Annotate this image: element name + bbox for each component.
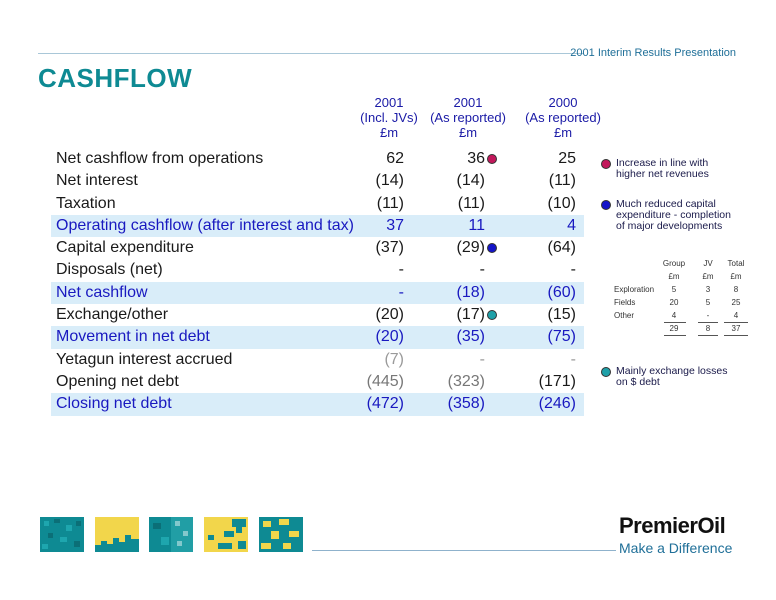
pattern-tile: [204, 517, 248, 552]
row-value-2001-as-reported: (14): [456, 172, 485, 190]
table-row-highlighted: [51, 215, 584, 237]
row-value-2001-incl-jvs: (472): [366, 395, 404, 413]
row-label: Net cashflow from operations: [56, 150, 264, 167]
row-label: Taxation: [56, 194, 116, 212]
subtable-unit: £m: [702, 272, 714, 281]
row-value-2001-incl-jvs: -: [398, 261, 404, 279]
row-label: Yetagun interest accrued: [56, 350, 233, 368]
subtable-header-total: Total: [727, 259, 745, 268]
row-value-2001-as-reported: 11: [468, 216, 485, 234]
subtable-total: 8: [705, 324, 711, 333]
subtable-unit: £m: [730, 272, 742, 281]
row-label: Net interest: [56, 172, 138, 190]
note-exchange: [601, 366, 751, 388]
row-value-2001-as-reported: (17): [456, 306, 485, 324]
pixel-pattern-icon: [259, 517, 303, 552]
column-header-2001-incl-jvs: [344, 95, 434, 140]
table-row: [51, 259, 584, 281]
table-row-highlighted: [51, 393, 584, 415]
row-label: Exchange/other: [56, 306, 169, 324]
subtable-cell: 5: [705, 298, 711, 307]
subtable-cell: 4: [671, 311, 677, 320]
row-value-2001-as-reported: 36: [467, 150, 485, 167]
row-value-2000: (11): [548, 172, 576, 190]
row-value-2001-as-reported: (29): [456, 239, 485, 257]
row-value-2001-incl-jvs: (20): [375, 306, 404, 324]
column-basis: (Incl. JVs): [360, 110, 418, 125]
row-value-2001-incl-jvs: 37: [386, 216, 404, 234]
pattern-tile: [40, 517, 84, 552]
total-rule: [724, 335, 748, 336]
pattern-tile: [259, 517, 303, 552]
subtable-row-label: Fields: [614, 298, 636, 307]
subtable-total-row: [612, 323, 750, 336]
row-value-2001-as-reported: -: [479, 350, 485, 368]
column-year: 2001: [453, 95, 483, 110]
note-marker-dot: [487, 310, 497, 320]
row-value-2001-as-reported: (11): [457, 194, 485, 212]
table-row: [51, 170, 584, 192]
subtable-cell: -: [706, 311, 710, 320]
table-row: [51, 193, 584, 215]
subtable-unit-row: [612, 271, 750, 284]
header-rule: [38, 53, 584, 54]
row-value-2000: (60): [547, 283, 576, 301]
pixel-pattern-icon: [40, 517, 84, 552]
column-unit: £m: [553, 125, 573, 140]
subtable-cell: 5: [671, 285, 677, 294]
row-value-2001-incl-jvs: (37): [375, 239, 404, 257]
pattern-tile: [95, 517, 139, 552]
subtable-header-jv: JV: [703, 259, 713, 268]
row-value-2001-as-reported: -: [479, 261, 485, 279]
row-value-2000: (246): [538, 395, 576, 413]
row-value-2001-incl-jvs: (11): [376, 194, 404, 212]
column-basis: (As reported): [525, 110, 601, 125]
row-value-2001-incl-jvs: 62: [386, 150, 404, 167]
row-value-2000: -: [570, 350, 576, 368]
table-row-highlighted: [51, 282, 584, 304]
presentation-title: 2001 Interim Results Presentation: [570, 47, 736, 59]
row-value-2001-incl-jvs: (20): [375, 328, 404, 346]
subtable-cell: 20: [669, 298, 679, 307]
note-marker-dot: [487, 154, 497, 164]
subtable-total: 37: [731, 324, 741, 333]
note-capex: [601, 199, 751, 232]
row-label: Disposals (net): [56, 261, 163, 279]
pixel-pattern-icon: [149, 517, 193, 552]
total-rule: [698, 335, 718, 336]
column-header-2000-as-reported: [518, 95, 608, 140]
pixel-pattern-icon: [95, 517, 139, 552]
note-text: Mainly exchange losses on $ debt: [616, 365, 728, 388]
note-text: Much reduced capital expenditure - completion of major developments: [616, 198, 731, 232]
pattern-tile: [149, 517, 193, 552]
subtable-header-row: [612, 258, 750, 271]
subtable-row: [612, 310, 750, 323]
subtable-cell: 25: [731, 298, 741, 307]
row-value-2000: 25: [558, 150, 576, 167]
subtable-cell: 4: [733, 311, 739, 320]
row-value-2001-as-reported: (35): [456, 328, 485, 346]
row-value-2001-incl-jvs: (14): [375, 172, 404, 190]
row-value-2000: (15): [547, 306, 576, 324]
bullet-dot-icon: [601, 159, 611, 169]
table-row: [51, 237, 584, 259]
row-value-2001-as-reported: (358): [447, 395, 485, 413]
row-value-2001-incl-jvs: -: [398, 283, 404, 301]
column-unit: £m: [458, 125, 478, 140]
subtable-row: [612, 297, 750, 310]
table-row: [51, 304, 584, 326]
note-revenue: [601, 158, 751, 180]
row-label: Closing net debt: [56, 395, 172, 413]
table-row: [51, 349, 584, 371]
column-year: 2000: [548, 95, 578, 110]
footer-rule: [312, 550, 616, 551]
page-title: CASHFLOW: [38, 63, 193, 93]
note-marker-dot: [487, 243, 497, 253]
row-value-2000: (64): [547, 239, 576, 257]
total-rule: [664, 335, 686, 336]
column-unit: £m: [379, 125, 399, 140]
subtable-row-label: Other: [614, 311, 635, 320]
table-row: [51, 148, 584, 170]
row-value-2001-incl-jvs: (445): [366, 372, 404, 390]
table-row: [51, 371, 584, 393]
column-header-2001-as-reported: [423, 95, 513, 140]
note-text: Increase in line with higher net revenues: [616, 157, 709, 180]
capex-breakdown-table: [612, 258, 750, 336]
row-label: Capital expenditure: [56, 239, 194, 257]
subtable-cell: 8: [733, 285, 739, 294]
subtable-total: 29: [669, 324, 679, 333]
row-value-2000: -: [570, 261, 576, 279]
row-label: Net cashflow: [56, 283, 148, 301]
subtable-unit: £m: [668, 272, 680, 281]
row-value-2000: (10): [547, 194, 576, 212]
row-value-2001-as-reported: (18): [456, 283, 485, 301]
subtable-header-group: Group: [662, 259, 686, 268]
column-basis: (As reported): [430, 110, 506, 125]
cashflow-table: [51, 148, 584, 416]
row-label: Opening net debt: [56, 372, 179, 390]
pixel-pattern-icon: [204, 517, 248, 552]
column-year: 2001: [374, 95, 404, 110]
bullet-dot-icon: [601, 367, 611, 377]
row-value-2000: 4: [567, 216, 576, 234]
brand-tagline: Make a Difference: [619, 540, 733, 556]
subtable-row-label: Exploration: [614, 285, 655, 294]
table-row-highlighted: [51, 326, 584, 348]
bullet-dot-icon: [601, 200, 611, 210]
row-value-2001-as-reported: (323): [447, 372, 485, 390]
subtable-row: [612, 284, 750, 297]
premier-oil-logo: PremierOil: [619, 513, 726, 538]
row-label: Movement in net debt: [56, 328, 210, 346]
row-label: Operating cashflow (after interest and tax): [56, 216, 354, 234]
row-value-2000: (171): [538, 372, 576, 390]
row-value-2001-incl-jvs: (7): [384, 350, 404, 368]
row-value-2000: (75): [547, 328, 576, 346]
subtable-cell: 3: [705, 285, 711, 294]
